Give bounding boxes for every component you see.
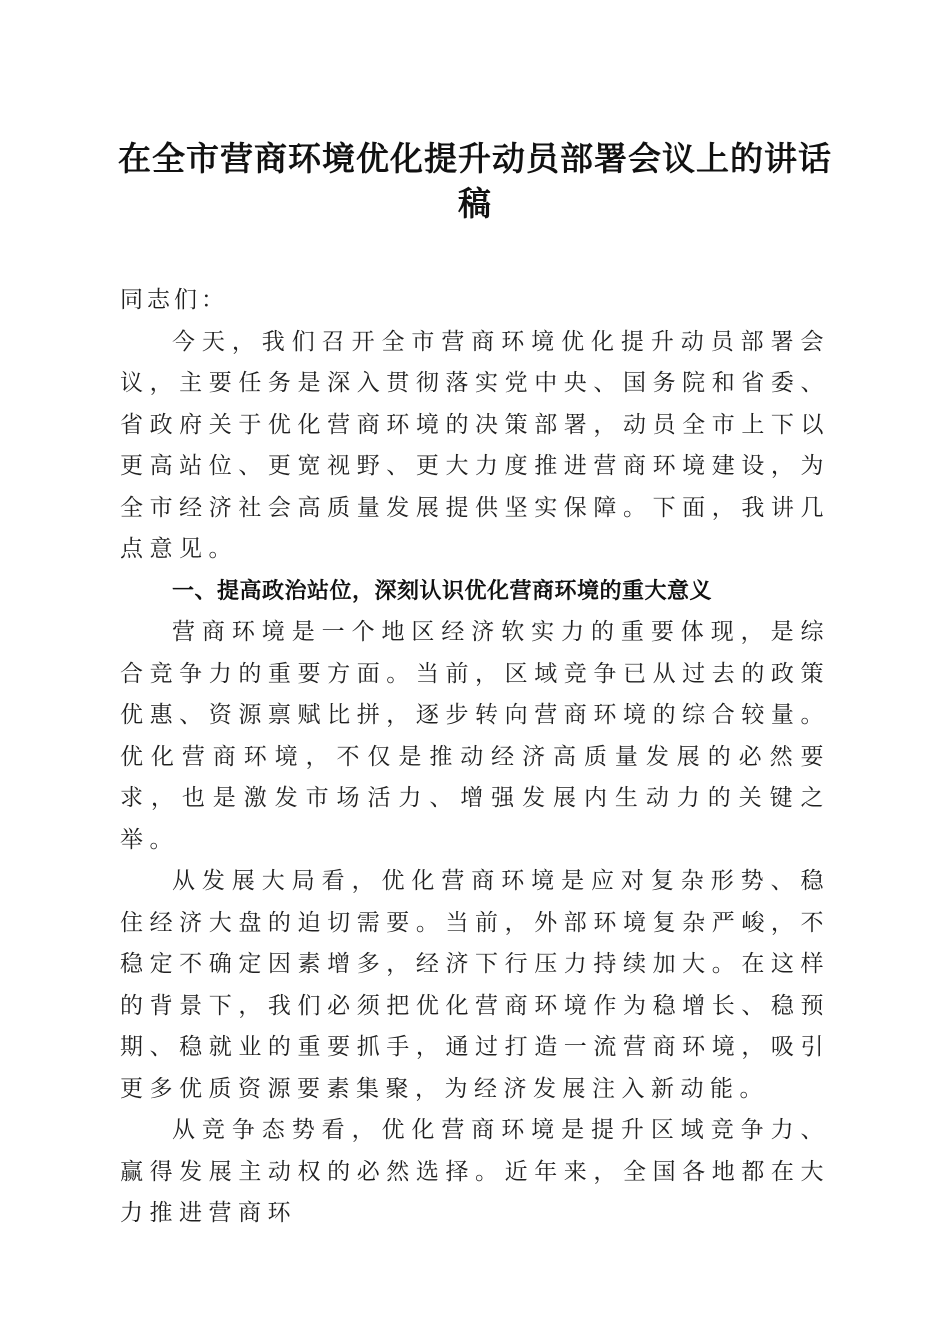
greeting: 同志们： (120, 287, 228, 313)
paragraph: 从发展大局看，优化营商环境是应对复杂形势、稳住经济大盘的迫切需要。当前，外部环境复杂严峻，不稳定不确定因素增多，经济下行压力持续加大。在这样的背景下，我们必须把优化营商环境作为稳增长、稳预期、稳就业的重要抓手，通过打造一流营商环境，吸引更多优质资源要素集聚，为经济发展注入新动能。 (120, 868, 830, 1102)
paragraph-opening: 今天，我们召开全市营商环境优化提升动员部署会议，主要任务是深入贯彻落实党中央、国务院和省委、省政府关于优化营商环境的决策部署，动员全市上下以更高站位、更宽视野、更大力度推进营商环境建设，为全市经济社会高质量发展提供坚实保障。下面，我讲几点意见。 (120, 328, 830, 562)
section-heading: 一、提高政治站位，深刻认识优化营商环境的重大意义 (172, 578, 713, 604)
paragraph: 从竞争态势看，优化营商环境是提升区域竞争力、赢得发展主动权的必然选择。近年来，全国各地都在大力推进营商环 (120, 1117, 830, 1226)
paragraph: 营商环境是一个地区经济软实力的重要体现，是综合竞争力的重要方面。当前，区域竞争已从过去的政策优惠、资源禀赋比拼，逐步转向营商环境的综合较量。优化营商环境，不仅是推动经济高质量发展的必然要求，也是激发市场活力、增强发展内生动力的关键之举。 (120, 619, 830, 853)
document-title: 在全市营商环境优化提升动员部署会议上的讲话稿 (118, 139, 832, 223)
document-body (120, 280, 830, 1235)
